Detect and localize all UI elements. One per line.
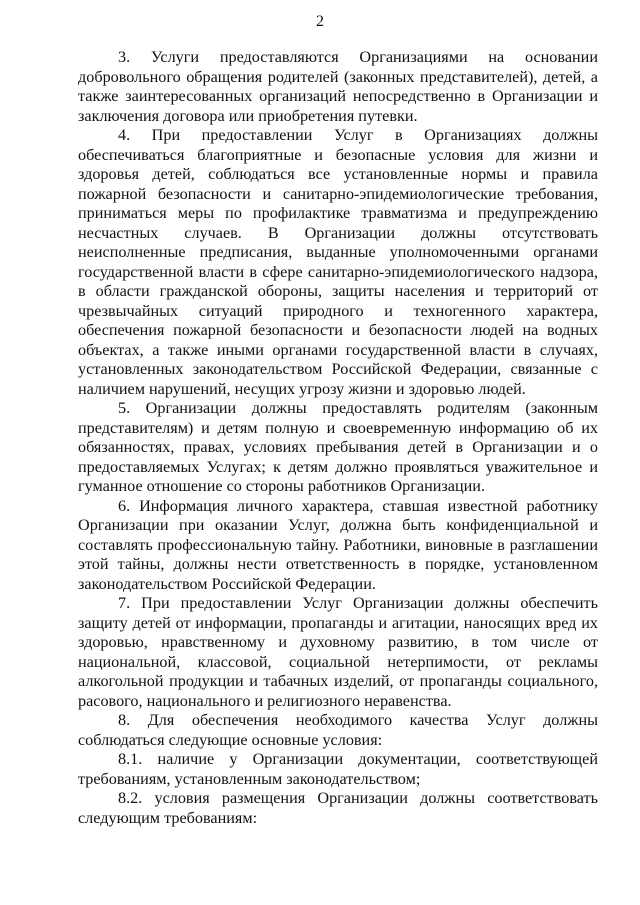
paragraph-3: 3. Услуги предоставляются Организациями на основании добровольного обращения родителей (законных представителей), детей, а также заинтересованных организаций непосредственно в Организации и заключения договора или приобретения путевки. [78,48,598,125]
paragraph-5: 5. Организации должны предоставлять родителям (законным представителям) и детям полную и своевременную информацию об их обязанностях, правах, условиях пребывания детей в Организации и о предоставляемых Услугах; к детям должно проявляться уважительное и гуманное отношение со стороны работников Организации. [78,399,598,495]
paragraph-8-2: 8.2. условия размещения Организации должны соответствовать следующим требованиям: [78,789,598,827]
paragraph-6: 6. Информация личного характера, ставшая известной работнику Организации при оказании Услуг, должна быть конфиденциальной и составлять профессиональную тайну. Работники, виновные в разглашении этой тайны, должны нести ответственность в порядке, установленном законодательством Российской Федерации. [78,496,598,593]
paragraph-8: 8. Для обеспечения необходимого качества Услуг должны соблюдаться следующие основные условия: [78,711,598,749]
page-number: 2 [316,13,324,30]
paragraph-4: 4. При предоставлении Услуг в Организациях должны обеспечиваться благоприятные и безопасные условия для жизни и здоровья детей, соблюдаться все установленные нормы и правила пожарной безопасности и санитарно-эпидемиологические требования, приниматься меры по профилактике травматизма и предупреждению несчастных случаев. В Организации должны отсутствовать неисполненные предписания, выданные уполномоченными органами государственной власти в сфере санитарно-эпидемиологического надзора, в области гражданской обороны, защиты населения и территорий от чрезвычайных ситуаций природного и техногенного характера, обеспечения пожарной безопасности и безопасности людей на водных объектах, а также иными органами государственной власти в случаях, установленных законодательством Российской Федерации, связанные с наличием нарушений, несущих угрозу жизни и здоровью людей. [78,126,598,398]
paragraph-8-1: 8.1. наличие у Организации документации, соответствующей требованиям, установленным законодательством; [78,750,598,788]
paragraph-7: 7. При предоставлении Услуг Организации должны обеспечить защиту детей от информации, пропаганды и агитации, наносящих вред их здоровью, нравственному и духовному развитию, в том числе от национальной, классовой, социальной нетерпимости, от рекламы алкогольной продукции и табачных изделий, от пропаганды социального, расового, национального и религиозного неравенства. [78,594,598,710]
document-body [78,48,598,828]
